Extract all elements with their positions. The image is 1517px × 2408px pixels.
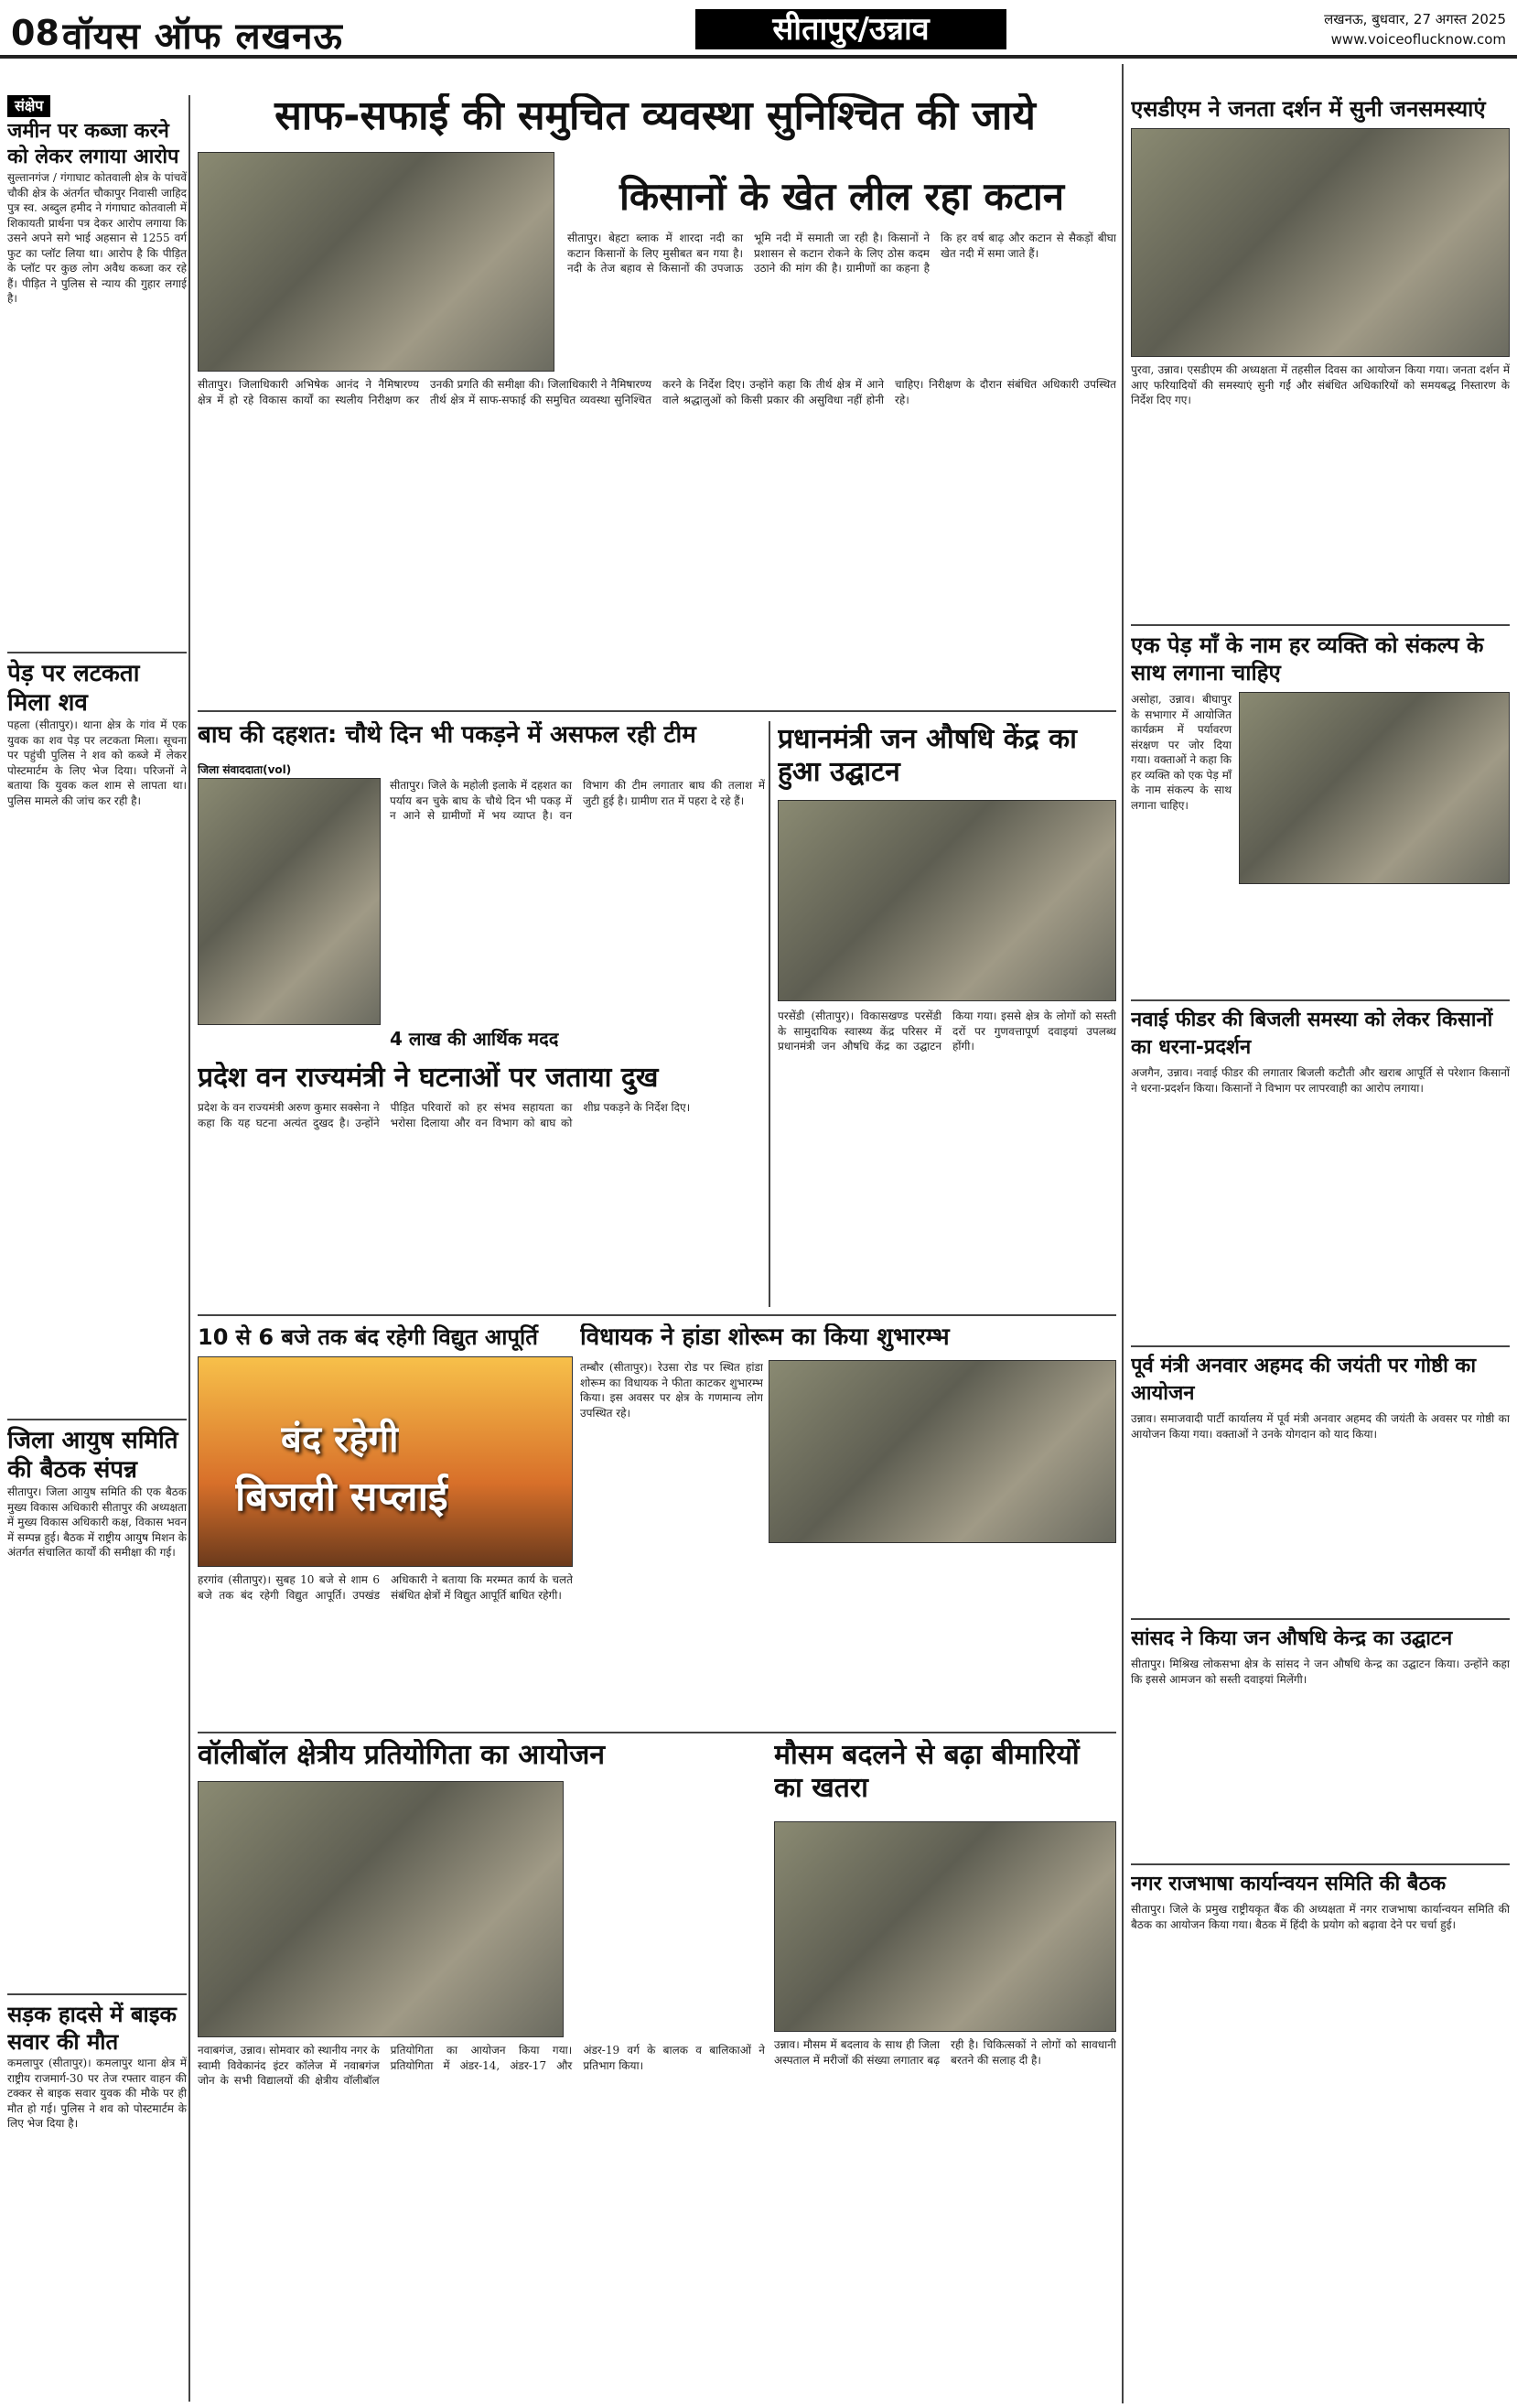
volley-article: नवाबगंज, उन्नाव। सोमवार को स्थानीय नगर के स्वामी विवेकानंद इंटर कॉलेज में नवाबगंज जोन के सभी विद्यालयों की क्षेत्रीय वॉलीबॉल प्रतियोगिता का आयोजन किया गया। प्रतियोगिता में अंडर-14, अंडर-17 और अंडर-19 वर्ग के बालक व बालिकाओं ने प्रतिभाग किया।: [198, 2044, 765, 2087]
mausam-headline: मौसम बदलने से बढ़ा बीमारियों का खतरा: [774, 1739, 1080, 1804]
mausam-photo: [774, 1821, 1116, 2032]
kisan-article: सीतापुर। बेहटा ब्लाक में शारदा नदी का कटान किसानों के लिए मुसीबत बन गया है। नदी के तेज बहाव से किसानों की उपजाऊ भूमि नदी में समाती जा रही है। किसानों ने प्रशासन से कटान रोकने के लिए ठोस कदम उठाने की मांग की है। ग्रामीणों का कहना है कि हर वर्ष बाढ़ और कटान से सैकड़ों बीघा खेत नदी में समा जाते हैं।: [567, 232, 1116, 275]
jan-article: परसेंडी (सीतापुर)। विकासखण्ड परसेंडी के सामुदायिक स्वास्थ्य केंद्र परिसर में प्रधानमंत्री जन औषधि केंद्र का उद्घाटन किया गया। इससे क्षेत्र के लोगों को सस्ती दरों पर गुणवत्तापूर्ण दवाइयां उपलब्ध होंगी।: [778, 1010, 1116, 1053]
sdm-headline: एसडीएम ने जनता दर्शन में सुनी जनसमस्याएं: [1131, 96, 1486, 122]
left-column: [7, 95, 187, 2402]
volley-photo: [198, 1781, 564, 2037]
lead-headline: साफ-सफाई की समुचित व्यवस्था सुनिश्चित की जाये: [274, 93, 1036, 139]
anwar-article: उन्नाव। समाजवादी पार्टी कार्यालय में पूर्व मंत्री अनवार अहमद की जयंती के अवसर पर गोष्ठी का आयोजन किया गया। वक्ताओं ने उनके योगदान को याद किया।: [1131, 1412, 1510, 1441]
jan-headline: प्रधानमंत्री जन औषधि केंद्र का हुआ उद्घाटन: [778, 723, 1077, 788]
mausam-article: उन्नाव। मौसम में बदलाव के साथ ही जिला अस्पताल में मरीजों की संख्या लगातार बढ़ रही है। चिकित्सकों ने लोगों को सावधानी बरतने की सलाह दी है।: [774, 2038, 1116, 2067]
ped-photo: [1239, 692, 1510, 884]
vanmantri-article: प्रदेश के वन राज्यमंत्री अरुण कुमार सक्सेना ने कहा कि यह घटना अत्यंत दुखद है। उन्होंने पीड़ित परिवारों को हर संभव सहायता का भरोसा दिलाया और वन विभाग को बाघ को शीघ्र पकड़ने के निर्देश दिए।: [198, 1101, 691, 1129]
feeder-article: अजगैन, उन्नाव। नवाई फीडर की लगातार बिजली कटौती और खराब आपूर्ति से परेशान किसानों ने धरना-प्रदर्शन किया। किसानों ने विभाग पर लापरवाही का आरोप लगाया।: [1131, 1066, 1510, 1095]
sdm-article: पुरवा, उन्नाव। एसडीएम की अध्यक्षता में तहसील दिवस का आयोजन किया गया। जनता दर्शन में आए फरियादियों की समस्याएं सुनी गईं और संबंधित अधिकारियों को समयबद्ध निस्तारण के निर्देश दिए गए।: [1131, 363, 1510, 406]
bagh-photo-col: [198, 778, 381, 1025]
rajbhasha-article: सीतापुर। जिले के प्रमुख राष्ट्रीयकृत बैंक की अध्यक्षता में नगर राजभाषा कार्यान्वयन समिति की बैठक का आयोजन किया गया। बैठक में हिंदी के प्रयोग को बढ़ावा देने पर चर्चा हुई।: [1131, 1903, 1510, 1931]
feeder-headline: नवाई फीडर की बिजली समस्या को लेकर किसानों का धरना-प्रदर्शन: [1131, 1009, 1493, 1059]
divider: [1131, 1345, 1510, 1347]
divider: [7, 1993, 187, 1995]
column-rule: [769, 721, 770, 1307]
dateline: [1324, 9, 1506, 49]
sankshep-label: संक्षेप: [7, 95, 50, 117]
honda-headline: विधायक ने हांडा शोरूम का किया शुभारम्भ: [580, 1323, 950, 1351]
headline-body-found: पेड़ पर लटकता मिला शव: [7, 660, 140, 717]
article-land: सुल्तानगंज / गंगाघाट कोतवाली क्षेत्र के पांचवें चौकी क्षेत्र के अंतर्गत चौकापुर निवासी जाहिद पुत्र स्व. अब्दुल हमीद ने गंगाघाट कोतवाली में शिकायती प्रार्थना पत्र देकर आरोप लगाया कि उसने अपने सगे भाई अहसान से 1255 वर्ग फुट का प्लॉट लिया था। आरोप है कि पीड़ित के प्लॉट पर कुछ लोग अवैध कब्जा कर रहे हैं। पीड़ित ने पुलिस से न्याय की गुहार लगाई है।: [7, 171, 187, 305]
anwar-headline: पूर्व मंत्री अनवार अहमद की जयंती पर गोष्ठी का आयोजन: [1131, 1355, 1477, 1405]
divider: [1131, 1863, 1510, 1865]
column-rule: [1122, 64, 1124, 2403]
divider: [1131, 1618, 1510, 1620]
divider: [1131, 624, 1510, 626]
divider: [198, 710, 1116, 712]
jan-photo: [778, 800, 1116, 1001]
ped-row: [1131, 692, 1510, 884]
bagh-photo: [198, 778, 381, 1025]
vanmantri-headline: प्रदेश वन राज्यमंत्री ने घटनाओं पर जताया दुख: [198, 1062, 659, 1094]
madad-subhead: 4 लाख की आर्थिक मदद: [390, 1028, 559, 1050]
right-column: [1131, 95, 1510, 2402]
sansad-article: सीतापुर। मिश्रिख लोकसभा क्षेत्र के सांसद ने जन औषधि केन्द्र का उद्घाटन किया। उन्होंने कहा कि इससे आमजन को सस्ती दवाइयां मिलेंगी।: [1131, 1658, 1510, 1686]
bijli-headline: 10 से 6 बजे तक बंद रहेगी विद्युत आपूर्ति: [198, 1324, 538, 1350]
ped-article: असोहा, उन्नाव। बीघापुर के सभागार में आयोजित कार्यक्रम में पर्यावरण संरक्षण पर जोर दिया गया। वक्ताओं ने कहा कि हर व्यक्ति को एक पेड़ माँ के नाम संकल्प के साथ लगाना चाहिए।: [1131, 693, 1232, 812]
article-ayush: सीतापुर। जिला आयुष समिति की एक बैठक मुख्य विकास अधिकारी सीतापुर की अध्यक्षता में मुख्य विकास अधिकारी कक्ष, विकास भवन में सम्पन्न हुई। बैठक में राष्ट्रीय आयुष मिशन के अंतर्गत संचालित कार्यों की समीक्षा की गई।: [7, 1485, 187, 1559]
sdm-photo: [1131, 128, 1510, 357]
divider: [198, 1314, 1116, 1316]
sansad-headline: सांसद ने किया जन औषधि केन्द्र का उद्घाटन: [1131, 1627, 1453, 1650]
headline-ayush: जिला आयुष समिति की बैठक संपन्न: [7, 1427, 178, 1484]
volley-headline: वॉलीबॉल क्षेत्रीय प्रतियोगिता का आयोजन: [198, 1739, 606, 1771]
article-accident: कमलापुर (सीतापुर)। कमलापुर थाना क्षेत्र में राष्ट्रीय राजमार्ग-30 पर तेज रफ्तार वाहन की टक्कर से बाइक सवार युवक की मौके पर ही मौत हो गई। पुलिस ने शव को पोस्टमार्टम के लिए भेज दिया है।: [7, 2057, 187, 2130]
lead-article: सीतापुर। जिलाधिकारी अभिषेक आनंद ने नैमिषारण्य क्षेत्र में हो रहे विकास कार्यों का स्थलीय निरीक्षण कर उनकी प्रगति की समीक्षा की। जिलाधिकारी ने नैमिषारण्य तीर्थ क्षेत्र में साफ-सफाई की समुचित व्यवस्था सुनिश्चित करने के निर्देश दिए। उन्होंने कहा कि तीर्थ क्षेत्र में आने वाले श्रद्धालुओं को किसी प्रकार की असुविधा नहीं होनी चाहिए। निरीक्षण के दौरान संबंधित अधिकारी उपस्थित रहे।: [198, 378, 1116, 406]
column-rule: [188, 95, 190, 2402]
bagh-headline: बाघ की दहशत: चौथे दिन भी पकड़ने में असफल रही टीम: [198, 721, 696, 749]
honda-article: तम्बौर (सीतापुर)। रेउसा रोड पर स्थित हांडा शोरूम का विधायक ने फीता काटकर शुभारम्भ किया। इस अवसर पर क्षेत्र के गणमान्य लोग उपस्थित रहे।: [580, 1361, 763, 1420]
bijli-overlay-2: बिजली सप्लाई: [235, 1474, 448, 1520]
vanmantri-block: [198, 1062, 765, 1300]
divider: [7, 652, 187, 653]
lead-photo: [198, 152, 554, 372]
bijli-article: हरगांव (सीतापुर)। सुबह 10 बजे से शाम 6 बजे तक बंद रहेगी विद्युत आपूर्ति। उपखंड अधिकारी ने बताया कि मरम्मत कार्य के चलते संबंधित क्षेत्रों में विद्युत आपूर्ति बाधित रहेगी।: [198, 1573, 573, 1602]
article-body-found: पहला (सीतापुर)। थाना क्षेत्र के गांव में एक युवक का शव पेड़ पर लटकता मिला। सूचना पर पहुंची पुलिस ने शव को कब्जे में लेकर पोस्टमार्टम के लिए भेज दिया। परिजनों ने बताया कि युवक कल शाम से लापता था। पुलिस मामले की जांच कर रही है।: [7, 718, 187, 807]
divider: [198, 1732, 1116, 1733]
ped-continued: [1131, 884, 1510, 994]
divider: [1131, 999, 1510, 1001]
section-title: सीतापुर/उन्नाव: [695, 9, 1006, 49]
jan-aushadhi-block: [778, 723, 1116, 1309]
rajbhasha-headline: नगर राजभाषा कार्यान्वयन समिति की बैठक: [1131, 1873, 1447, 1895]
headline-land: जमीन पर कब्जा करने को लेकर लगाया आरोप: [7, 120, 179, 168]
kisan-headline: किसानों के खेत लील रहा कटान: [619, 174, 1065, 219]
date: लखनऊ, बुधवार, 27 अगस्त 2025: [1324, 11, 1506, 27]
ped-headline: एक पेड़ माँ के नाम हर व्यक्ति को संकल्प के साथ लगाना चाहिए: [1131, 632, 1484, 686]
newspaper-name: वॉयस ऑफ लखनऊ: [62, 16, 343, 58]
bijli-overlay-1: बंद रहेगी: [281, 1418, 399, 1461]
bagh-byline: जिला संवाददाता(vol): [198, 763, 292, 776]
madad-block: [390, 1025, 765, 1053]
bijli-photo: [198, 1356, 573, 1567]
bagh-article: सीतापुर। जिले के महोली इलाके में दहशत का पर्याय बन चुके बाघ के चौथे दिन भी पकड़ में न आने से ग्रामीणों में भय व्याप्त है। वन विभाग की टीम लगातार बाघ की तलाश में जुटी हुई है। ग्रामीण रात में पहरा दे रहे हैं।: [390, 779, 765, 822]
divider: [7, 1419, 187, 1420]
headline-accident: सड़क हादसे में बाइक सवार की मौत: [7, 2002, 177, 2055]
masthead: [0, 0, 1517, 59]
page-number: 08: [11, 13, 59, 53]
website-link[interactable]: www.voiceoflucknow.com: [1330, 31, 1506, 48]
honda-photo: [769, 1360, 1116, 1543]
